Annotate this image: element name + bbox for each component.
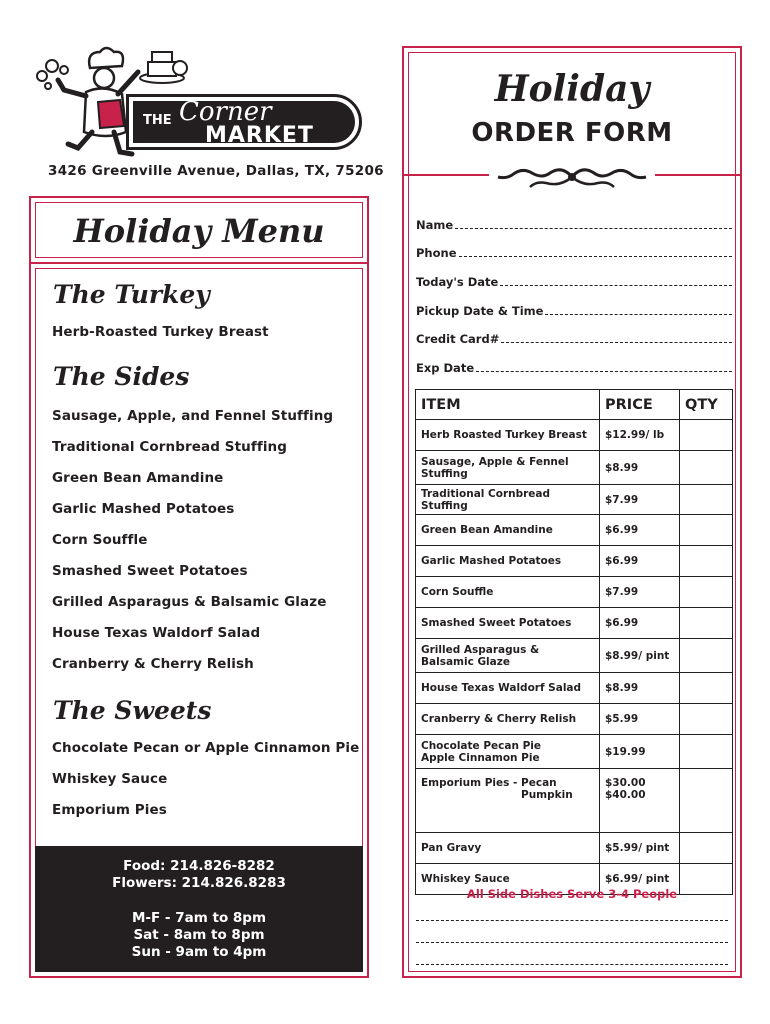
name-field[interactable]: Name — [416, 218, 732, 232]
menu-item: Traditional Cornbread Stuffing — [52, 439, 288, 455]
hours-weekday: M-F - 7am to 8pm — [131, 910, 267, 926]
section-heading-sides: The Sides — [53, 362, 190, 391]
qty-cell[interactable] — [680, 769, 733, 833]
qty-cell[interactable] — [680, 673, 733, 704]
table-header-row — [416, 390, 733, 420]
menu-item: Green Bean Amandine — [52, 470, 224, 486]
row-item: Cranberry & Cherry Relish — [416, 704, 600, 735]
menu-item: Garlic Mashed Potatoes — [52, 501, 235, 517]
row-item: Corn Souffle — [416, 577, 600, 608]
menu-item: Cranberry & Cherry Relish — [52, 656, 254, 672]
qty-cell[interactable] — [680, 451, 733, 485]
table-row — [416, 769, 733, 833]
table-row — [416, 577, 733, 608]
qty-cell[interactable] — [680, 515, 733, 546]
header-price: PRICE — [600, 390, 680, 420]
hours-saturday: Sat - 8am to 8pm — [133, 927, 265, 943]
row-item: Garlic Mashed Potatoes — [416, 546, 600, 577]
order-script-title: Holiday — [494, 68, 650, 110]
logo-market: MARKET — [205, 123, 314, 148]
row-price: $8.99 — [600, 451, 680, 485]
qty-cell[interactable] — [680, 639, 733, 673]
row-item: Smashed Sweet Potatoes — [416, 608, 600, 639]
logo-banner — [126, 94, 362, 150]
row-item: Sausage, Apple & Fennel Stuffing — [416, 451, 600, 485]
row-item: Grilled Asparagus & Balsamic Glaze — [416, 639, 600, 673]
order-table — [415, 389, 733, 895]
table-row — [416, 833, 733, 864]
row-item: House Texas Waldorf Salad — [416, 673, 600, 704]
row-item: Traditional Cornbread Stuffing — [416, 485, 600, 515]
hours-sunday: Sun - 9am to 4pm — [131, 944, 267, 960]
table-row — [416, 451, 733, 485]
row-price: $5.99/ pint — [600, 833, 680, 864]
row-item: Chocolate Pecan Pie Apple Cinnamon Pie — [416, 735, 600, 769]
store-address: 3426 Greenville Avenue, Dallas, TX, 75206 — [48, 163, 384, 179]
row-price: $6.99 — [600, 546, 680, 577]
qty-cell[interactable] — [680, 608, 733, 639]
cake-icon — [134, 48, 194, 88]
qty-cell[interactable] — [680, 577, 733, 608]
holiday-menu-panel — [29, 196, 369, 978]
serving-note: All Side Dishes Serve 3-4 People — [466, 887, 678, 901]
notes-line[interactable] — [416, 920, 728, 921]
section-heading-sweets: The Sweets — [53, 696, 212, 725]
logo-the: THE — [143, 113, 172, 128]
row-item: Emporium Pies - Pecan Pumpkin — [416, 769, 600, 833]
row-item: Green Bean Amandine — [416, 515, 600, 546]
food-phone: Food: 214.826-8282 — [123, 858, 275, 874]
menu-item: Chocolate Pecan or Apple Cinnamon Pie — [52, 740, 360, 756]
notes-line[interactable] — [416, 942, 728, 943]
section-heading-turkey: The Turkey — [53, 280, 210, 309]
qty-cell[interactable] — [680, 546, 733, 577]
flowers-phone: Flowers: 214.826.8283 — [112, 875, 286, 891]
exp-date-field[interactable]: Exp Date — [416, 361, 732, 375]
table-row — [416, 673, 733, 704]
table-row — [416, 485, 733, 515]
flourish-ornament-icon — [489, 164, 655, 190]
row-price: $6.99 — [600, 515, 680, 546]
row-price: $8.99 — [600, 673, 680, 704]
table-row — [416, 704, 733, 735]
table-row — [416, 515, 733, 546]
row-price: $30.00 $40.00 — [600, 769, 680, 833]
row-item: Pan Gravy — [416, 833, 600, 864]
todays-date-field[interactable]: Today's Date — [416, 275, 732, 289]
row-price: $7.99 — [600, 485, 680, 515]
menu-item: Grilled Asparagus & Balsamic Glaze — [52, 594, 327, 610]
logo-corner: Corner — [179, 97, 272, 127]
table-row — [416, 735, 733, 769]
table-row — [416, 546, 733, 577]
order-form-header — [404, 48, 740, 176]
qty-cell[interactable] — [680, 833, 733, 864]
menu-item: Emporium Pies — [52, 802, 167, 818]
header-qty: QTY — [680, 390, 733, 420]
row-price: $7.99 — [600, 577, 680, 608]
qty-cell[interactable] — [680, 420, 733, 451]
qty-cell[interactable] — [680, 485, 733, 515]
contact-hours-box — [35, 846, 363, 972]
credit-card-field[interactable]: Credit Card# — [416, 332, 732, 346]
table-row — [416, 639, 733, 673]
notes-line[interactable] — [416, 964, 728, 965]
menu-item: Smashed Sweet Potatoes — [52, 563, 248, 579]
row-item: Herb Roasted Turkey Breast — [416, 420, 600, 451]
phone-field[interactable]: Phone — [416, 246, 732, 260]
menu-item: Sausage, Apple, and Fennel Stuffing — [52, 408, 334, 424]
row-price: $6.99 — [600, 608, 680, 639]
corner-market-logo — [28, 40, 348, 170]
menu-item: Corn Souffle — [52, 532, 148, 548]
menu-item: Herb-Roasted Turkey Breast — [52, 324, 269, 340]
row-item: Whiskey Sauce — [416, 864, 600, 895]
header-item: ITEM — [416, 390, 600, 420]
order-form-title: ORDER FORM — [471, 118, 673, 148]
qty-cell[interactable] — [680, 704, 733, 735]
menu-item: Whiskey Sauce — [52, 771, 168, 787]
menu-header — [31, 198, 367, 264]
row-price: $19.99 — [600, 735, 680, 769]
row-price: $12.99/ lb — [600, 420, 680, 451]
pickup-date-time-field[interactable]: Pickup Date & Time — [416, 304, 732, 318]
row-price: $6.99/ pint — [600, 864, 680, 895]
table-row — [416, 420, 733, 451]
table-row — [416, 608, 733, 639]
row-price: $5.99 — [600, 704, 680, 735]
menu-title: Holiday Menu — [73, 212, 325, 250]
qty-cell[interactable] — [680, 735, 733, 769]
row-price: $8.99/ pint — [600, 639, 680, 673]
menu-item: House Texas Waldorf Salad — [52, 625, 261, 641]
order-form-panel — [402, 46, 742, 978]
